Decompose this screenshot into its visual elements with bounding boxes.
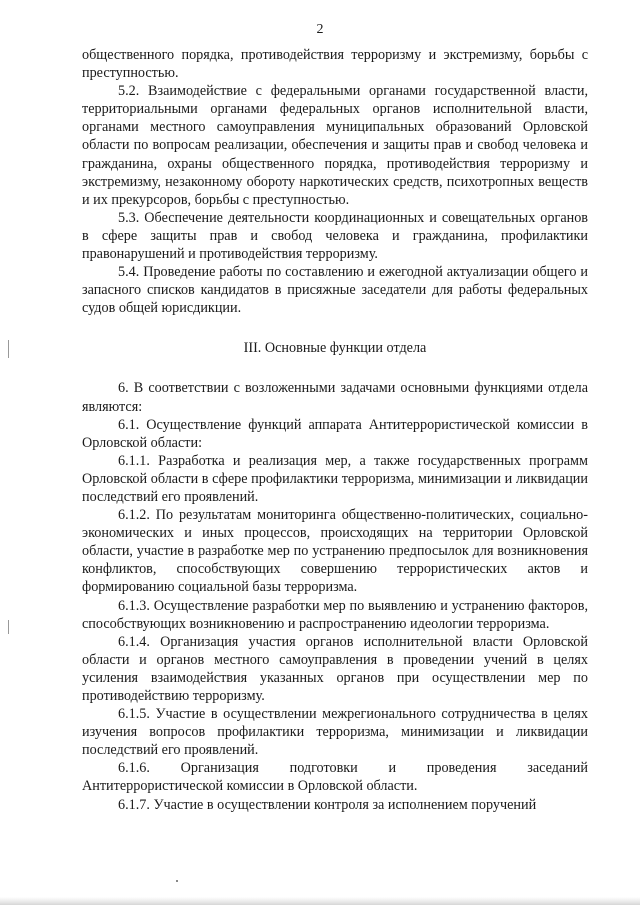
document-body bbox=[82, 46, 588, 814]
paragraph-6-1-3: 6.1.3. Осуществление разработки мер по выявлению и устранению факторов, способствующих возникновению и распространению идеологии терроризма. bbox=[82, 597, 588, 632]
paragraph-6-1-2: 6.1.2. По результатам мониторинга общественно-политических, социально-экономических и иных процессов, происходящих на территории Орловской области, участие в разработке мер по устранению предпосылок для возникновения конфликтов, способствующих совершению террористических актов и формированию социальной базы терроризма. bbox=[82, 507, 588, 596]
paragraph-continuation: общественного порядка, противодействия терроризму и экстремизму, борьбы с преступностью. bbox=[82, 47, 588, 82]
paragraph-6-1-5: 6.1.5. Участие в осуществлении межрегионального сотрудничества в целях изучения вопросов профилактики терроризма, минимизации и ликвидации последствий его проявлений. bbox=[82, 706, 588, 759]
scan-artifact-line bbox=[8, 340, 9, 358]
scan-artifact-dot bbox=[176, 880, 178, 882]
page-number: 2 bbox=[316, 22, 324, 37]
paragraph-6: 6. В соответствии с возложенными задачами основными функциями отдела являются: bbox=[82, 380, 588, 415]
paragraph-5-3: 5.3. Обеспечение деятельности координационных и совещательных органов в сфере защиты прав и свобод человека и гражданина, профилактики правонарушений и противодействия терроризму. bbox=[82, 209, 588, 263]
paragraph-6-1-4: 6.1.4. Организация участия органов исполнительной власти Орловской области и органов местного самоуправления в проведении учений в целях усиления взаимодействия указанных органов при осуществлении мер по противодействию терроризму. bbox=[82, 633, 588, 704]
scan-bottom-edge bbox=[0, 897, 640, 905]
paragraph-6-1-7: 6.1.7. Участие в осуществлении контроля за исполнением поручений bbox=[118, 796, 537, 813]
paragraph-6-1-6: 6.1.6. Организация подготовки и проведения заседаний Антитеррористической комиссии в Орловской области. bbox=[82, 760, 588, 795]
scan-artifact-line bbox=[8, 620, 9, 634]
paragraph-5-2: 5.2. Взаимодействие с федеральными органами государственной власти, территориальными органами федеральных органов исполнительной власти, органами местного самоуправления муниципальных образований Орловской области по вопросам реализации, обеспечения и защиты прав и свобод человека и гражданина, охраны общественного порядка, противодействия терроризму и экстремизму, незаконному обороту наркотических средств, психотропных веществ и их прекурсоров, борьбы с преступностью. bbox=[82, 83, 588, 208]
paragraph-5-4: 5.4. Проведение работы по составлению и ежегодной актуализации общего и запасного списков кандидатов в присяжные заседатели для работы федеральных судов общей юрисдикции. bbox=[82, 264, 588, 317]
paragraph-6-1-1: 6.1.1. Разработка и реализация мер, а также государственных программ Орловской области в сфере профилактики терроризма, минимизации и ликвидации последствий его проявлений. bbox=[82, 452, 588, 505]
section-heading: III. Основные функции отдела bbox=[243, 340, 427, 357]
paragraph-6-1: 6.1. Осуществление функций аппарата Антитеррористической комиссии в Орловской области: bbox=[82, 416, 588, 451]
